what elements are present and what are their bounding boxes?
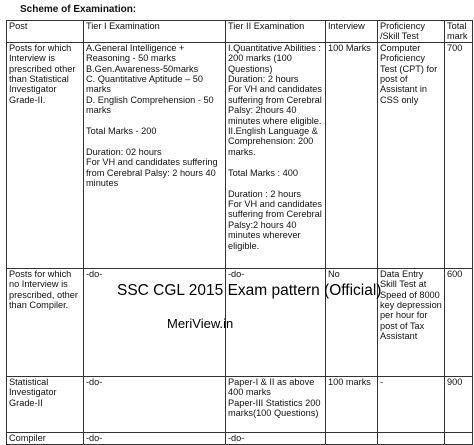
cell-total — [445, 432, 473, 444]
cell-tier2: -do- — [226, 268, 326, 376]
page-title: Scheme of Examination: — [20, 4, 137, 15]
cell-tier2: I.Quantitative Abilities : 200 marks (100 Questions) Duration: 2 hours For VH and candidates suffering from Cerebral Palsy: 2hours 40 minutes where eligible. II.English Language & Comprehension: 200 marks. Total Marks : 400 Duration : 2 hours For VH and candidates suffering from Cerebral Palsy:2 hours 40 minutes wherever eligible. — [226, 42, 326, 268]
cell-skill-test: - — [378, 376, 445, 432]
cell-tier2: Paper-I & II as above 400 marks Paper-III Statistics 200 marks(100 Questions) — [226, 376, 326, 432]
exam-scheme-table — [6, 20, 473, 445]
cell-post: Compiler — [7, 432, 84, 444]
watermark-title: SSC CGL 2015 Exam pattern (Official) — [117, 282, 382, 299]
table-row — [7, 42, 473, 268]
cell-skill-test — [378, 432, 445, 444]
header-tier2: Tier II Examination — [226, 21, 326, 43]
table-row — [7, 376, 473, 432]
cell-tier1: -do- — [84, 376, 226, 432]
header-skill-test: Proficiency /Skill Test — [378, 21, 445, 43]
cell-total: 900 — [445, 376, 473, 432]
cell-skill-test: Data Entry Skill Test at Speed of 8000 key depression per hour for post of Tax Assistant — [378, 268, 445, 376]
header-interview: Interview — [326, 21, 378, 43]
header-total: Total mark — [445, 21, 473, 43]
cell-tier1: A.General Intelligence + Reasoning - 50 marks B.Gen.Awareness-50marks C. Quantitative Aptitude – 50 marks D. English Comprehension - 50 marks Total Marks - 200 Duration: 02 hours For VH and candidates suffering from Cerebral Palsy: 2 hours 40 minutes — [84, 42, 226, 268]
cell-interview — [326, 432, 378, 444]
cell-interview: No — [326, 268, 378, 376]
cell-total: 600 — [445, 268, 473, 376]
cell-interview: 100 Marks — [326, 42, 378, 268]
header-tier1: Tier I Examination — [84, 21, 226, 43]
header-post: Post — [7, 21, 84, 43]
cell-post: Posts for which no Interview is prescribed, other than Compiler. — [7, 268, 84, 376]
cell-interview: 100 marks — [326, 376, 378, 432]
cell-total: 700 — [445, 42, 473, 268]
table-header-row — [7, 21, 473, 43]
cell-tier2: -do- — [226, 432, 326, 444]
cell-post: Posts for which Interview is prescribed other than Statistical Investigator Grade-II. — [7, 42, 84, 268]
cell-post: Statistical Investigator Grade-II — [7, 376, 84, 432]
cell-tier1: -do- — [84, 432, 226, 444]
cell-tier1: -do- — [84, 268, 226, 376]
table-row — [7, 432, 473, 444]
watermark-site: MeriView.in — [167, 316, 234, 331]
cell-skill-test: Computer Proficiency Test (CPT) for post of Assistant in CSS only — [378, 42, 445, 268]
